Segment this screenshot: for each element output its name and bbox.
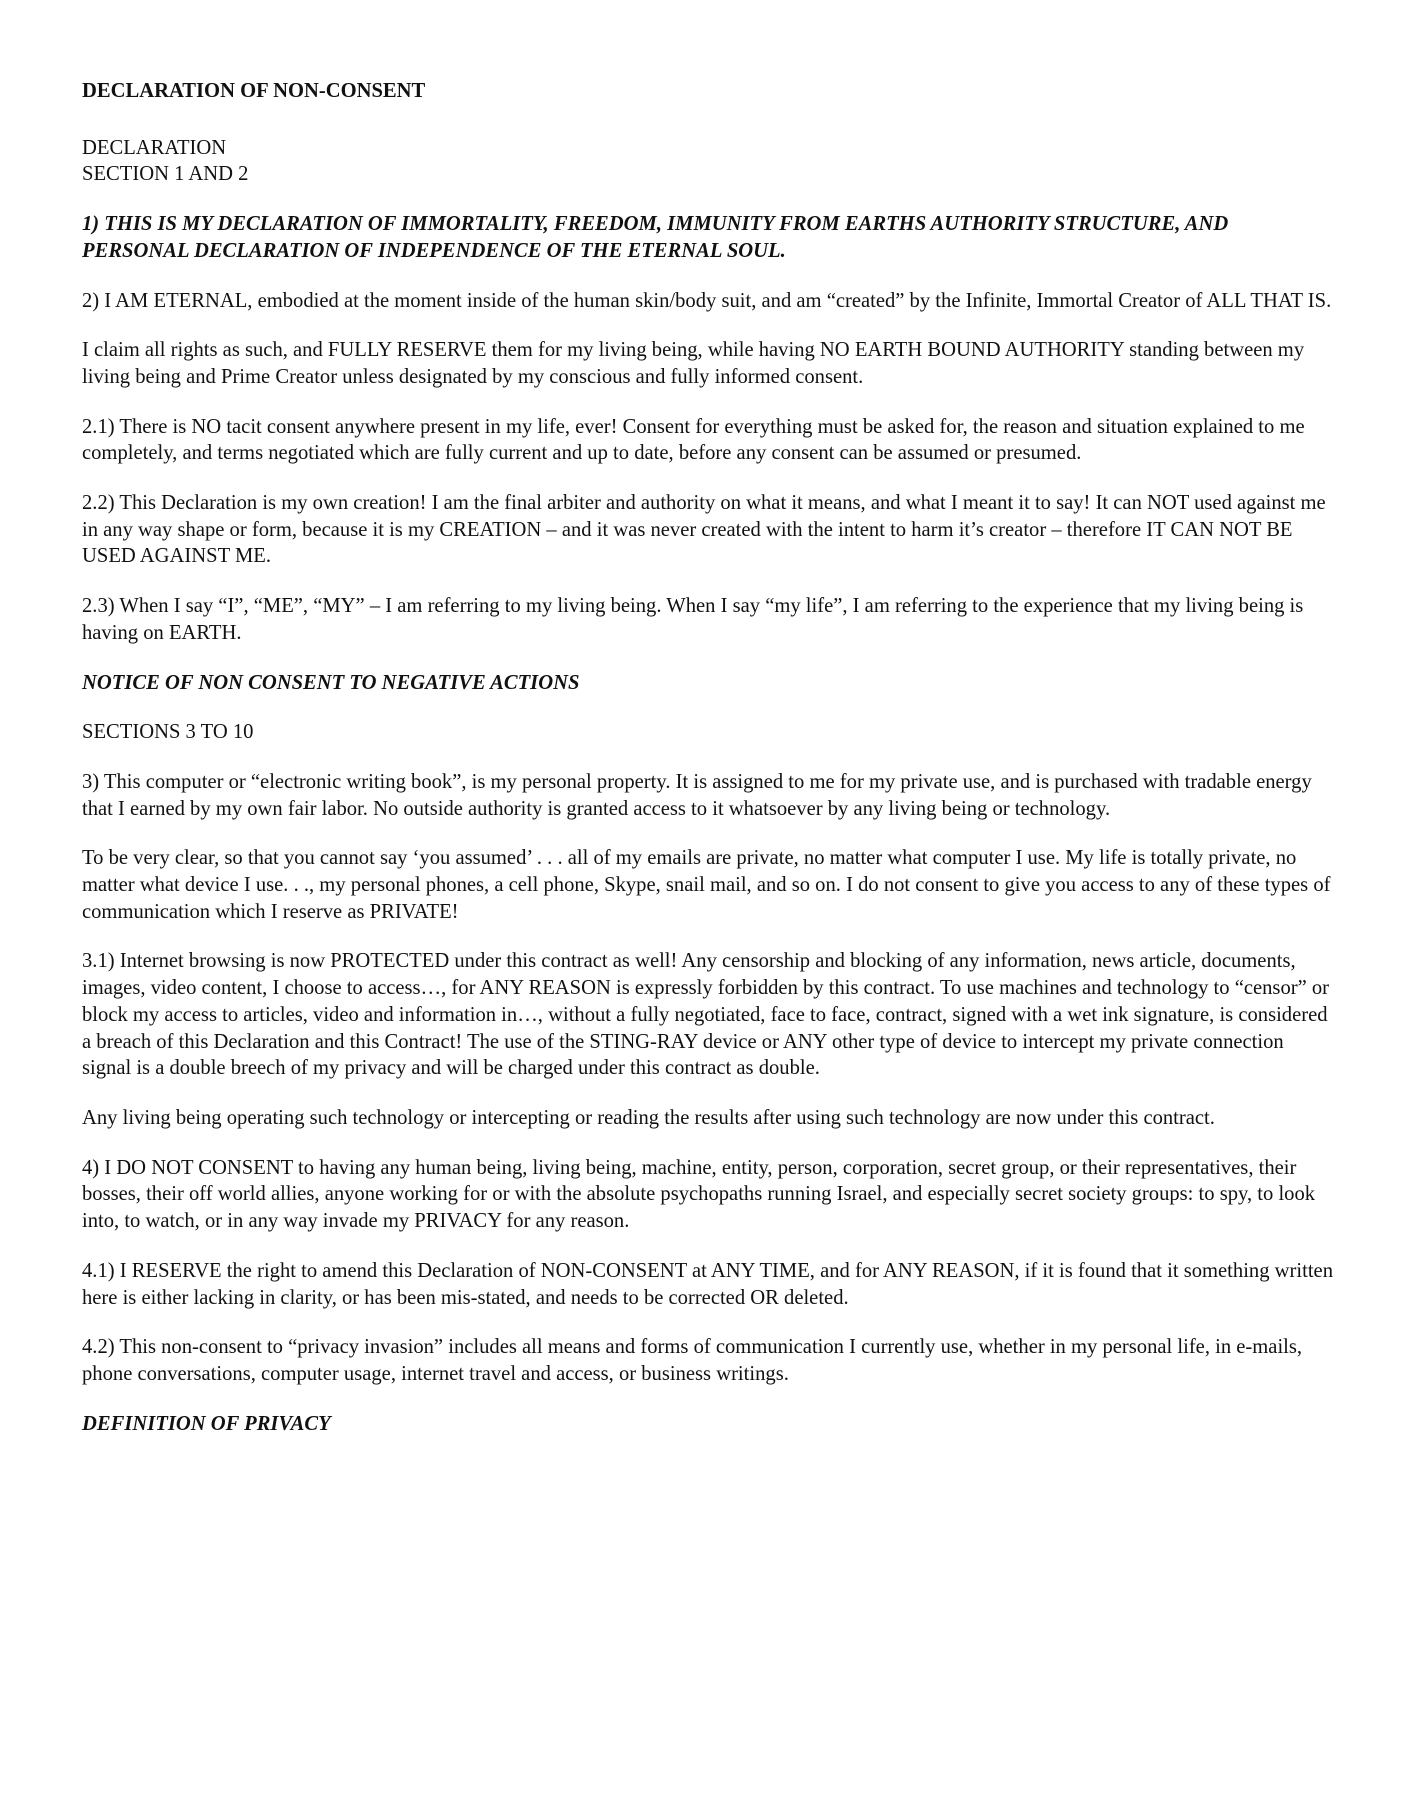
document-page [82,78,1334,1437]
paragraph-3-0: 3) This computer or “electronic writing book”, is my personal property. It is assigned to me for my private use, and is purchased with tradable energy that I earned by my own fair labor. No outside authority is granted access to it whatsoever by any living being or technology. [82,770,1312,820]
paragraph-2-1: 2.1) There is NO tacit consent anywhere present in my life, ever! Consent for everything must be asked for, the reason and situation explained to me completely, and terms negotiated which are fully current and up to date, before any consent can be assumed or presumed. [82,415,1305,465]
paragraph-2-3: 2.3) When I say “I”, “ME”, “MY” – I am referring to my living being. When I say “my life”, I am referring to the experience that my living being is having on EARTH. [82,595,1304,644]
paragraph-4-2: 4.2) This non-consent to “privacy invasion” includes all means and forms of communication I currently use, whether in my personal life, in e-mails, phone conversations, computer usage, internet travel and access, or business writings. [82,1336,1303,1385]
paragraph-private-emails: To be very clear, so that you cannot say ‘you assumed’ . . . all of my emails are private, no matter what computer I use. My life is totally private, no matter what device I use. . ., my personal phones, a cell phone, Skype, snail mail, and so on. I do not consent to give you access to any of these types of communication which I reserve as PRIVATE! [82,847,1331,923]
paragraph-2: 2) I AM ETERNAL, embodied at the moment inside of the human skin/body suit, and am “created” by the Infinite, Immortal Creator of ALL THAT IS. [82,289,1332,312]
heading-definition-privacy: DEFINITION OF PRIVACY [82,1412,331,1435]
heading-notice: NOTICE OF NON CONSENT TO NEGATIVE ACTIONS [82,671,580,694]
paragraph-1: 1) THIS IS MY DECLARATION OF IMMORTALITY, FREEDOM, IMMUNITY FROM EARTHS AUTHORITY STRUCTURE, AND PERSONAL DECLARATION OF INDEPENDENCE OF THE ETERNAL SOUL. [82,213,1229,262]
header-sections-1-2: SECTION 1 AND 2 [82,163,249,186]
paragraph-3-1: 3.1) Internet browsing is now PROTECTED under this contract as well! Any censorship and blocking of any information, news article, documents, images, video content, I choose to access…, for ANY REASON is expressly forbidden by this contract. To use machines and technology to “censor” or block my access to articles, video and information in…, without a fully negotiated, face to face, contract, signed with a wet ink signature, is considered a breach of this Declaration and this Contract! The use of the STING-RAY device or ANY other type of device to intercept my private connection signal is a double breech of my privacy and will be charged under this contract as double. [82,950,1330,1080]
header-sections-3-10: SECTIONS 3 TO 10 [82,721,254,744]
paragraph-4: 4) I DO NOT CONSENT to having any human being, living being, machine, entity, person, corporation, secret group, or their representatives, their bosses, their off world allies, anyone working for or with the absolute psychopaths running Israel, and especially secret society groups: to spy, to look into, to watch, or in any way invade my PRIVACY for any reason. [82,1156,1316,1233]
paragraph-2-2: 2.2) This Declaration is my own creation! I am the final arbiter and authority on what it means, and what I meant it to say! It can NOT used against me in any way shape or form, because it is my CREATION – and it was never created with the intent to harm it’s creator – therefore IT CAN NOT BE USED AGAINST ME. [82,492,1326,568]
paragraph-4-1: 4.1) I RESERVE the right to amend this Declaration of NON-CONSENT at ANY TIME, and for ANY REASON, if it is found that it something written here is either lacking in clarity, or has been mis-stated, and needs to be corrected OR deleted. [82,1259,1333,1309]
document-title: DECLARATION OF NON-CONSENT [82,80,426,102]
paragraph-living-being: Any living being operating such technology or intercepting or reading the results after using such technology are now under this contract. [82,1106,1215,1129]
paragraph-3: I claim all rights as such, and FULLY RESERVE them for my living being, while having NO EARTH BOUND AUTHORITY standing between my living being and Prime Creator unless designated by my conscious and fully informed consent. [82,339,1305,388]
header-declaration: DECLARATION [82,136,227,159]
